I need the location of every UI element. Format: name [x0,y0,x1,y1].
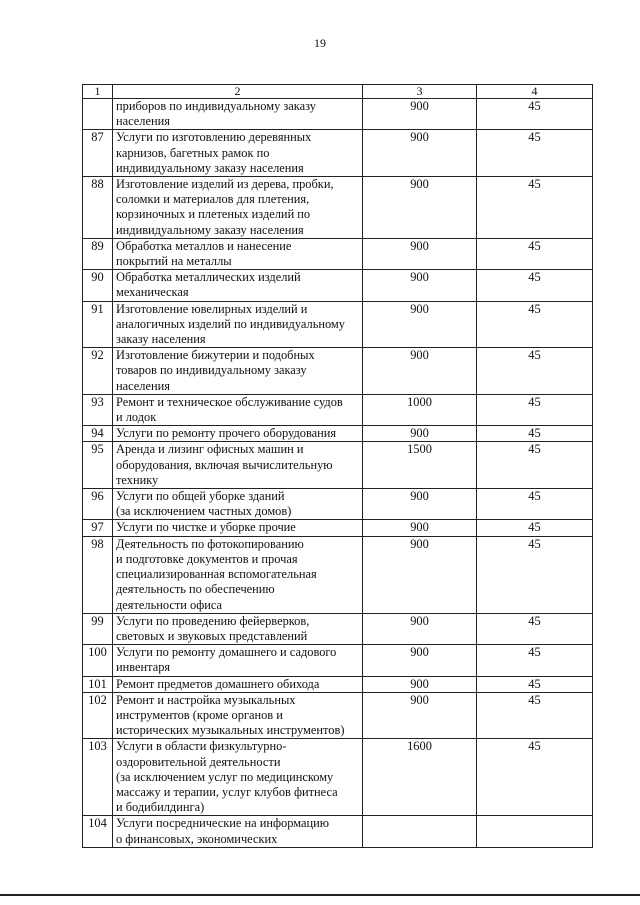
value-column-3-cell: 900 [363,130,477,177]
service-name-cell: Изготовление изделий из дерева, пробки, соломки и материалов для плетения, корзиночных и плетеных изделий по индивидуальному заказу населения [113,177,363,239]
value-column-4-cell: 45 [477,348,593,395]
table-header-row [83,85,593,99]
value-column-4-cell: 45 [477,426,593,442]
row-number-cell: 98 [83,536,113,613]
value-column-4-cell: 45 [477,238,593,269]
value-column-4-cell: 45 [477,489,593,520]
value-column-4-cell: 45 [477,99,593,130]
table-row [83,613,593,644]
value-column-4-cell: 45 [477,676,593,692]
value-column-4-cell: 45 [477,613,593,644]
value-column-3-cell: 900 [363,301,477,348]
row-number-cell: 101 [83,676,113,692]
row-number-cell: 96 [83,489,113,520]
table-row [83,645,593,676]
table-row [83,348,593,395]
table-row [83,442,593,489]
service-name-cell: Аренда и лизинг офисных машин и оборудования, включая вычислительную технику [113,442,363,489]
value-column-4-cell: 45 [477,692,593,739]
value-column-4-cell: 45 [477,177,593,239]
row-number-cell: 90 [83,270,113,301]
column-header-4: 4 [477,85,593,99]
row-number-cell: 95 [83,442,113,489]
value-column-3-cell: 900 [363,270,477,301]
table-row [83,270,593,301]
value-column-4-cell: 45 [477,520,593,536]
service-name-cell: Услуги по проведению фейерверков, световых и звуковых представлений [113,613,363,644]
value-column-3-cell: 900 [363,489,477,520]
service-name-cell: Ремонт и техническое обслуживание судов и лодок [113,394,363,425]
row-number-cell: 99 [83,613,113,644]
value-column-3-cell: 1000 [363,394,477,425]
service-name-cell: приборов по индивидуальному заказу населения [113,99,363,130]
value-column-4-cell: 45 [477,270,593,301]
service-name-cell: Обработка металлов и нанесение покрытий на металлы [113,238,363,269]
service-name-cell: Услуги по изготовлению деревянных карнизов, багетных рамок по индивидуальному заказу населения [113,130,363,177]
service-name-cell: Ремонт и настройка музыкальных инструментов (кроме органов и исторических музыкальных инструментов) [113,692,363,739]
value-column-3-cell: 900 [363,536,477,613]
value-column-4-cell: 45 [477,442,593,489]
bottom-border-line [0,894,640,896]
row-number-cell: 102 [83,692,113,739]
table-row [83,177,593,239]
row-number-cell: 92 [83,348,113,395]
service-name-cell: Изготовление ювелирных изделий и аналогичных изделий по индивидуальному заказу населения [113,301,363,348]
table-row [83,692,593,739]
service-name-cell: Изготовление бижутерии и подобных товаров по индивидуальному заказу населения [113,348,363,395]
service-name-cell: Деятельность по фотокопированию и подготовке документов и прочая специализированная вспомогательная деятельность по обеспечению деятельности офиса [113,536,363,613]
table-row [83,130,593,177]
row-number-cell [83,99,113,130]
value-column-4-cell: 45 [477,739,593,816]
value-column-3-cell: 900 [363,348,477,395]
row-number-cell: 97 [83,520,113,536]
column-header-1: 1 [83,85,113,99]
value-column-4-cell: 45 [477,130,593,177]
value-column-4-cell: 45 [477,536,593,613]
service-name-cell: Обработка металлических изделий механическая [113,270,363,301]
row-number-cell: 88 [83,177,113,239]
service-name-cell: Услуги посреднические на информацию о финансовых, экономических [113,816,363,847]
value-column-3-cell: 900 [363,99,477,130]
value-column-3-cell [363,816,477,847]
table-row [83,238,593,269]
value-column-3-cell: 900 [363,177,477,239]
services-table [82,84,593,848]
service-name-cell: Услуги в области физкультурно- оздоровительной деятельности (за исключением услуг по медицинскому массажу и терапии, услуг клубов фитнеса и бодибилдинга) [113,739,363,816]
table-body [83,99,593,848]
page-number: 19 [314,36,326,50]
column-header-2: 2 [113,85,363,99]
value-column-3-cell: 900 [363,520,477,536]
table-row [83,394,593,425]
row-number-cell: 87 [83,130,113,177]
service-name-cell: Услуги по ремонту прочего оборудования [113,426,363,442]
table-row [83,520,593,536]
service-name-cell: Ремонт предметов домашнего обихода [113,676,363,692]
table-row [83,301,593,348]
value-column-3-cell: 900 [363,238,477,269]
value-column-3-cell: 1500 [363,442,477,489]
row-number-cell: 103 [83,739,113,816]
value-column-3-cell: 900 [363,613,477,644]
value-column-3-cell: 900 [363,426,477,442]
row-number-cell: 89 [83,238,113,269]
table-row [83,99,593,130]
service-name-cell: Услуги по чистке и уборке прочие [113,520,363,536]
table-row [83,536,593,613]
table-row [83,739,593,816]
value-column-3-cell: 900 [363,645,477,676]
table-row [83,489,593,520]
value-column-4-cell: 45 [477,394,593,425]
table-row [83,676,593,692]
value-column-4-cell: 45 [477,301,593,348]
service-name-cell: Услуги по ремонту домашнего и садового инвентаря [113,645,363,676]
value-column-4-cell: 45 [477,645,593,676]
value-column-3-cell: 900 [363,692,477,739]
table-row [83,816,593,847]
table-row [83,426,593,442]
value-column-3-cell: 1600 [363,739,477,816]
row-number-cell: 104 [83,816,113,847]
value-column-4-cell [477,816,593,847]
row-number-cell: 93 [83,394,113,425]
column-header-3: 3 [363,85,477,99]
service-name-cell: Услуги по общей уборке зданий (за исключением частных домов) [113,489,363,520]
row-number-cell: 100 [83,645,113,676]
row-number-cell: 91 [83,301,113,348]
value-column-3-cell: 900 [363,676,477,692]
row-number-cell: 94 [83,426,113,442]
